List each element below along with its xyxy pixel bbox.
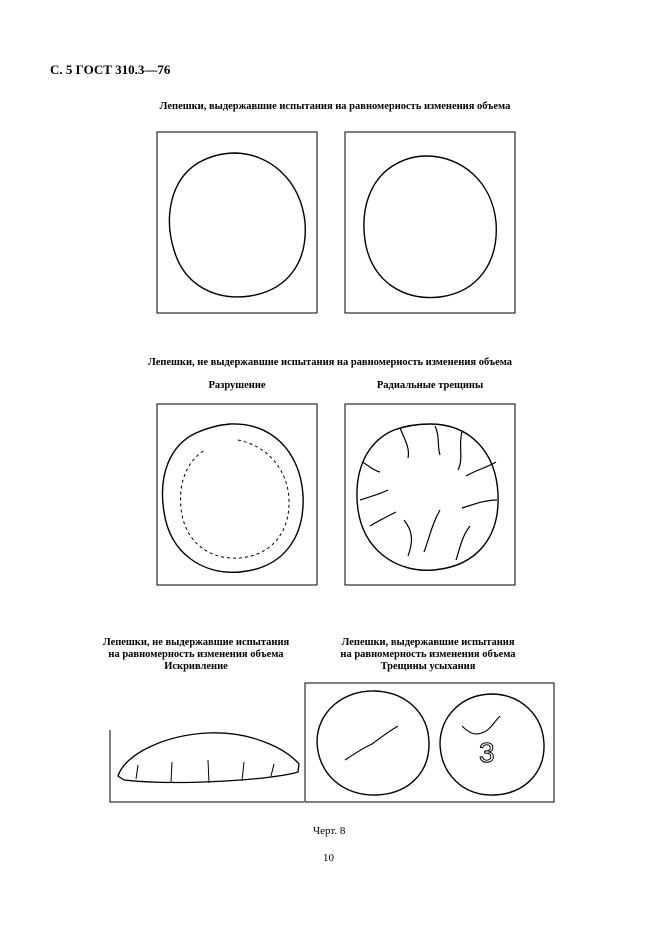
caption-failed: Лепешки, не выдержавшие испытания на равномерность изменения объема bbox=[147, 357, 513, 368]
caption-bottom-right-line3: Трещины усыхания bbox=[380, 661, 476, 672]
label-radial-cracks: Радиальные трещины bbox=[376, 380, 484, 391]
page-number: 10 bbox=[323, 852, 334, 864]
pat-passed-1 bbox=[169, 153, 305, 297]
page-header: С. 5 ГОСТ 310.3—76 bbox=[50, 62, 171, 77]
frame-passed-2 bbox=[345, 132, 515, 313]
caption-passed-top: Лепешки, выдержавшие испытания на равномерность изменения объема bbox=[159, 101, 511, 112]
frame-curvature bbox=[110, 730, 304, 802]
shrinkage-digit: 3 bbox=[479, 737, 495, 768]
frame-radial bbox=[345, 404, 515, 585]
caption-bottom-left-line1: Лепешки, не выдержавшие испытания bbox=[102, 637, 290, 648]
frame-passed-1 bbox=[157, 132, 317, 313]
frame-destruction bbox=[157, 404, 317, 585]
pat-destruction bbox=[162, 424, 303, 572]
destruction-inner-edge bbox=[181, 440, 289, 558]
pat-radial bbox=[357, 424, 498, 570]
caption-bottom-right-line2: на равномерность изменения объема bbox=[340, 649, 516, 660]
radial-cracks bbox=[360, 426, 497, 560]
shrinkage-crack-1 bbox=[345, 726, 398, 760]
caption-bottom-right-line1: Лепешки, выдержавшие испытания bbox=[341, 637, 515, 648]
label-destruction: Разрушение bbox=[208, 380, 266, 391]
shrinkage-crack-2 bbox=[462, 716, 500, 734]
figure-label: Черт. 8 bbox=[313, 825, 346, 837]
pat-passed-2 bbox=[364, 156, 496, 298]
caption-bottom-left-line3: Искривление bbox=[164, 661, 228, 672]
caption-bottom-left-line2: на равномерность изменения объема bbox=[108, 649, 284, 660]
